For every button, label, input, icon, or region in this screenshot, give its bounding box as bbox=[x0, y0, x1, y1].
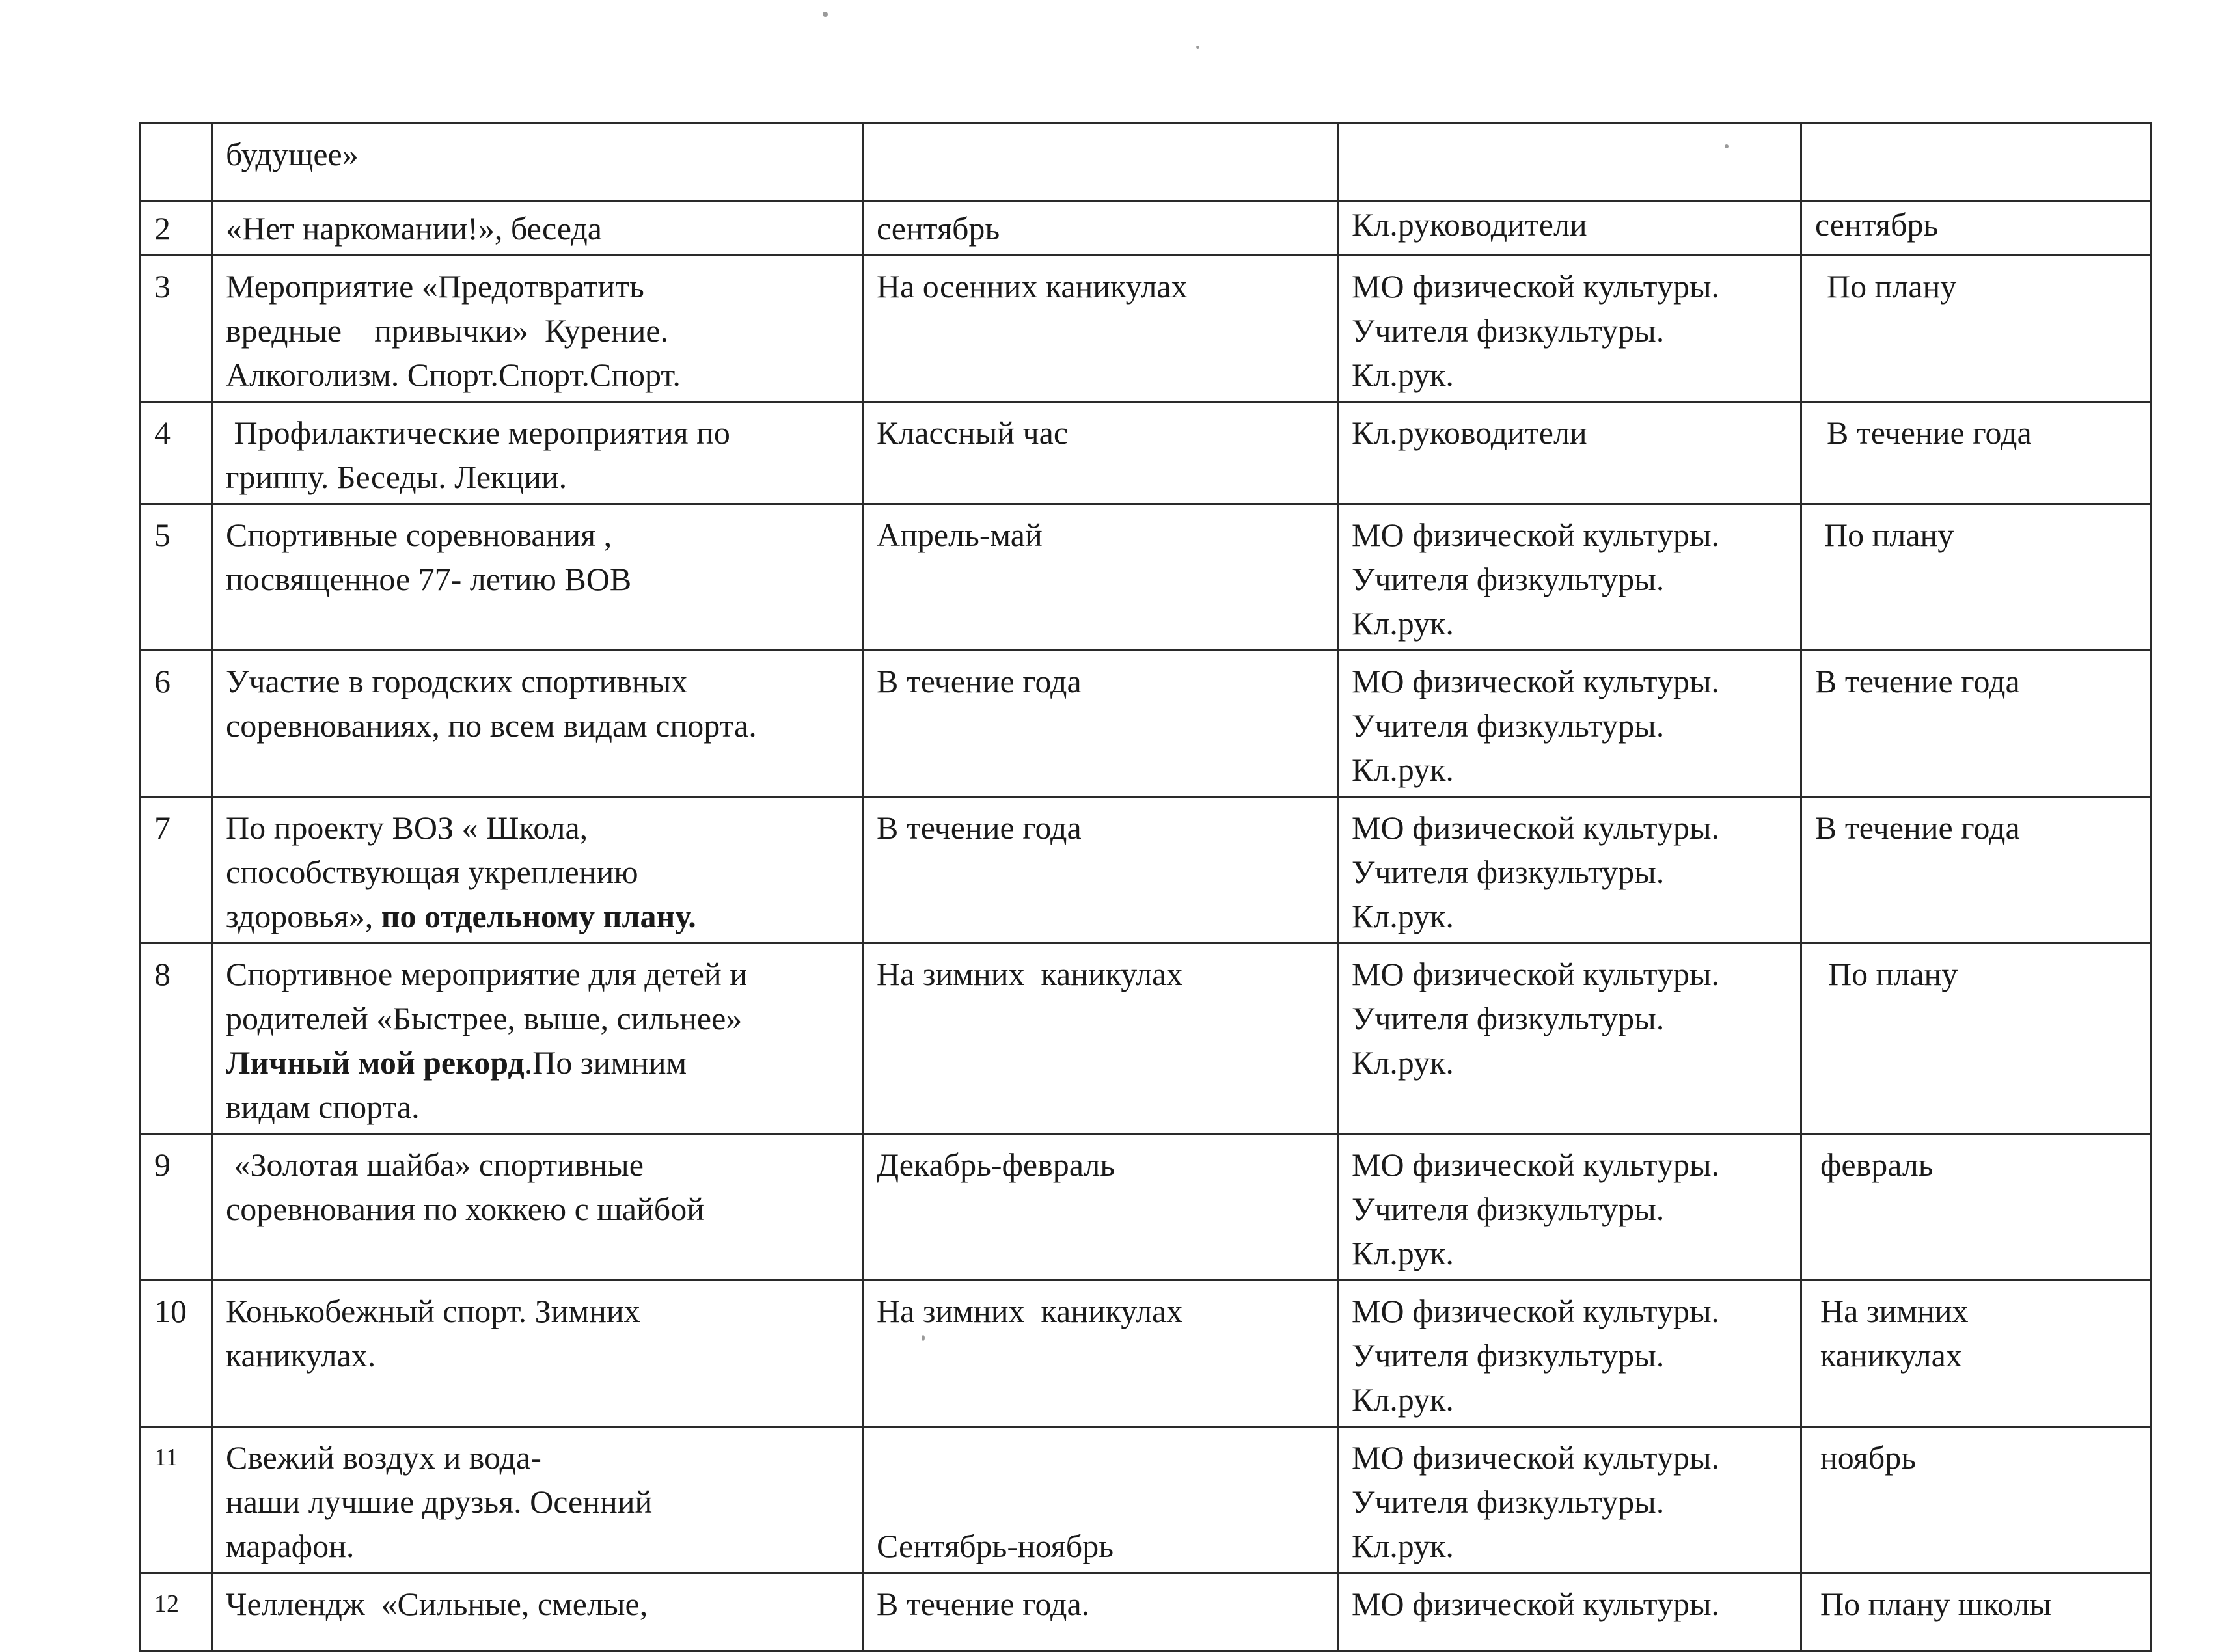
event-cell bbox=[212, 402, 863, 504]
event-line: Алкоголизм. Спорт.Спорт.Спорт. bbox=[226, 357, 681, 393]
row-number: 12 bbox=[141, 1573, 212, 1651]
when-cell: Апрель-май bbox=[863, 504, 1338, 651]
when-cell: В течение года bbox=[863, 797, 1338, 943]
event-line-mixed bbox=[226, 894, 849, 938]
event-line: Челлендж «Сильные, смелые, bbox=[226, 1586, 648, 1622]
term-cell: В течение года bbox=[1801, 651, 2152, 797]
responsible-cell bbox=[1338, 1573, 1801, 1651]
event-line: марафон. bbox=[226, 1528, 355, 1564]
responsible-cell bbox=[1338, 504, 1801, 651]
event-line: Спортивные соревнования , bbox=[226, 517, 612, 553]
table-row bbox=[141, 504, 2152, 651]
responsible-cell bbox=[1338, 1134, 1801, 1280]
row-number: 2 bbox=[141, 202, 212, 256]
event-text: здоровья», bbox=[226, 898, 381, 934]
event-line: родителей «Быстрее, выше, сильнее» bbox=[226, 1000, 743, 1036]
responsible-cell bbox=[1338, 256, 1801, 402]
row-number: 3 bbox=[141, 256, 212, 402]
event-cell bbox=[212, 256, 863, 402]
term-cell: По плану bbox=[1801, 943, 2152, 1134]
event-cell bbox=[212, 1134, 863, 1280]
event-line: Конькобежный спорт. Зимних bbox=[226, 1293, 640, 1329]
event-cell bbox=[212, 504, 863, 651]
when-cell bbox=[863, 124, 1338, 202]
event-cell bbox=[212, 943, 863, 1134]
table-row bbox=[141, 256, 2152, 402]
when-cell: На осенних каникулах bbox=[863, 256, 1338, 402]
table-row bbox=[141, 402, 2152, 504]
table-row bbox=[141, 1134, 2152, 1280]
event-line: Свежий воздух и вода- bbox=[226, 1439, 541, 1476]
when-cell: Классный час bbox=[863, 402, 1338, 504]
when-cell: В течение года bbox=[863, 651, 1338, 797]
event-line: «Золотая шайба» спортивные bbox=[226, 1146, 644, 1183]
term-cell: По плану bbox=[1801, 256, 2152, 402]
event-line: Спортивное мероприятие для детей и bbox=[226, 956, 747, 992]
row-number: 5 bbox=[141, 504, 212, 651]
when-line: Сентябрь-ноябрь bbox=[877, 1528, 1114, 1564]
responsible-line: Кл.рук. bbox=[1352, 357, 1454, 393]
responsible-line: Кл.руководители bbox=[1352, 414, 1587, 451]
event-line: каникулах. bbox=[226, 1337, 376, 1374]
event-line: видам спорта. bbox=[226, 1089, 420, 1125]
responsible-line: Кл.рук. bbox=[1352, 752, 1454, 788]
row-number: 9 bbox=[141, 1134, 212, 1280]
scan-speck bbox=[823, 12, 828, 17]
event-cell bbox=[212, 124, 863, 202]
term-line: каникулах bbox=[1820, 1337, 1962, 1374]
term-line: На зимних bbox=[1820, 1293, 1969, 1329]
event-bold-text: Личный мой рекорд bbox=[226, 1044, 525, 1081]
term-cell: ноябрь bbox=[1801, 1427, 2152, 1573]
responsible-line: Кл.рук. bbox=[1352, 898, 1454, 934]
when-cell: Декабрь-февраль bbox=[863, 1134, 1338, 1280]
responsible-cell bbox=[1338, 202, 1801, 256]
responsible-cell bbox=[1338, 402, 1801, 504]
responsible-line: Кл.рук. bbox=[1352, 1044, 1454, 1081]
responsible-line: МО физической культуры. bbox=[1352, 663, 1720, 699]
row-number: 7 bbox=[141, 797, 212, 943]
event-cell bbox=[212, 1280, 863, 1427]
responsible-line: МО физической культуры. bbox=[1352, 268, 1720, 305]
responsible-line: МО физической культуры. bbox=[1352, 517, 1720, 553]
term-cell: В течение года bbox=[1801, 797, 2152, 943]
table-row bbox=[141, 202, 2152, 256]
responsible-cell bbox=[1338, 651, 1801, 797]
event-text: .По зимним bbox=[524, 1044, 687, 1081]
responsible-line: Кл.рук. bbox=[1352, 1528, 1454, 1564]
event-bold-text: по отдельному плану. bbox=[381, 898, 696, 934]
responsible-cell bbox=[1338, 797, 1801, 943]
responsible-line: Учителя физкультуры. bbox=[1352, 561, 1665, 597]
when-cell: В течение года. bbox=[863, 1573, 1338, 1651]
term-cell: В течение года bbox=[1801, 402, 2152, 504]
term-cell: февраль bbox=[1801, 1134, 2152, 1280]
row-number: 4 bbox=[141, 402, 212, 504]
responsible-line: МО физической культуры. bbox=[1352, 1293, 1720, 1329]
when-cell: На зимних каникулах bbox=[863, 943, 1338, 1134]
scan-speck bbox=[1196, 46, 1199, 49]
responsible-line: Кл.рук. bbox=[1352, 1235, 1454, 1271]
when-cell: На зимних каникулах bbox=[863, 1280, 1338, 1427]
event-cell bbox=[212, 202, 863, 256]
event-cell bbox=[212, 1573, 863, 1651]
responsible-cell bbox=[1338, 1280, 1801, 1427]
when-cell: сентябрь bbox=[863, 202, 1338, 256]
spacer bbox=[877, 1435, 1324, 1524]
event-line: гриппу. Беседы. Лекции. bbox=[226, 459, 567, 495]
responsible-line: Кл.рук. bbox=[1352, 1381, 1454, 1418]
event-line: Мероприятие «Предотвратить bbox=[226, 268, 644, 305]
responsible-line: Кл.рук. bbox=[1352, 605, 1454, 642]
row-number: 6 bbox=[141, 651, 212, 797]
event-line: вредные привычки» Курение. bbox=[226, 312, 669, 349]
responsible-line: МО физической культуры. bbox=[1352, 809, 1720, 846]
term-cell: По плану школы bbox=[1801, 1573, 2152, 1651]
event-line: «Нет наркомании!», беседа bbox=[226, 210, 603, 247]
row-number: 8 bbox=[141, 943, 212, 1134]
responsible-line: Учителя физкультуры. bbox=[1352, 854, 1665, 890]
when-cell bbox=[863, 1427, 1338, 1573]
event-line: По проекту ВОЗ « Школа, bbox=[226, 809, 588, 846]
table-row bbox=[141, 651, 2152, 797]
event-line: Профилактические мероприятия по bbox=[226, 414, 730, 451]
responsible-line: Кл.руководители bbox=[1352, 206, 1587, 243]
table-row bbox=[141, 124, 2152, 202]
responsible-cell bbox=[1338, 943, 1801, 1134]
term-cell bbox=[1801, 1280, 2152, 1427]
event-line: Участие в городских спортивных bbox=[226, 663, 688, 699]
responsible-cell bbox=[1338, 124, 1801, 202]
event-line: наши лучшие друзья. Осенний bbox=[226, 1483, 653, 1520]
event-cell bbox=[212, 651, 863, 797]
responsible-line: МО физической культуры. bbox=[1352, 956, 1720, 992]
event-line-mixed bbox=[226, 1040, 849, 1085]
row-number: 10 bbox=[141, 1280, 212, 1427]
responsible-line: Учителя физкультуры. bbox=[1352, 1000, 1665, 1036]
table-row bbox=[141, 943, 2152, 1134]
activity-plan-table bbox=[139, 122, 2152, 1652]
event-line: соревнованиях, по всем видам спорта. bbox=[226, 707, 757, 744]
event-line: способствующая укреплению bbox=[226, 854, 638, 890]
responsible-line: МО физической культуры. bbox=[1352, 1146, 1720, 1183]
responsible-line: Учителя физкультуры. bbox=[1352, 1337, 1665, 1374]
event-line: будущее» bbox=[226, 136, 359, 172]
responsible-line: МО физической культуры. bbox=[1352, 1586, 1720, 1622]
event-line: посвященное 77- летию ВОВ bbox=[226, 561, 632, 597]
responsible-line: Учителя физкультуры. bbox=[1352, 1191, 1665, 1227]
table-row bbox=[141, 1280, 2152, 1427]
responsible-line: МО физической культуры. bbox=[1352, 1439, 1720, 1476]
table-row bbox=[141, 797, 2152, 943]
responsible-line: Учителя физкультуры. bbox=[1352, 1483, 1665, 1520]
term-cell: сентябрь bbox=[1801, 202, 2152, 256]
responsible-line: Учителя физкультуры. bbox=[1352, 707, 1665, 744]
event-cell bbox=[212, 1427, 863, 1573]
term-cell bbox=[1801, 124, 2152, 202]
event-cell bbox=[212, 797, 863, 943]
table-row bbox=[141, 1427, 2152, 1573]
table-row bbox=[141, 1573, 2152, 1651]
term-cell: По плану bbox=[1801, 504, 2152, 651]
event-line: соревнования по хоккею с шайбой bbox=[226, 1191, 704, 1227]
row-number: 11 bbox=[141, 1427, 212, 1573]
row-number bbox=[141, 124, 212, 202]
responsible-cell bbox=[1338, 1427, 1801, 1573]
responsible-line: Учителя физкультуры. bbox=[1352, 312, 1665, 349]
